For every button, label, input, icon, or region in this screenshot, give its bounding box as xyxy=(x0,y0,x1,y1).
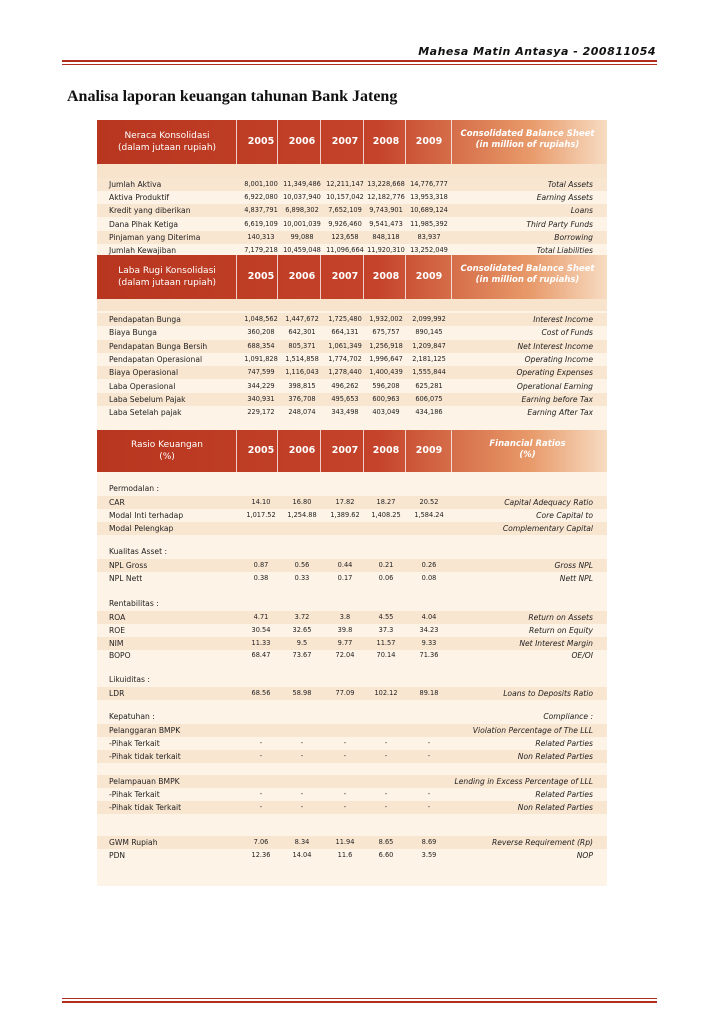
row-value: - xyxy=(259,802,263,811)
row-label: ROA xyxy=(109,613,126,622)
year-header: 2005 xyxy=(247,271,275,282)
row-value: 8.69 xyxy=(421,838,437,846)
row-label-en: Interest Income xyxy=(533,315,593,324)
row-value: 0.17 xyxy=(337,573,353,582)
row-value: 11,985,392 xyxy=(410,219,448,228)
row-value: - xyxy=(259,751,263,760)
row-value: 0.26 xyxy=(421,561,437,569)
row-value: - xyxy=(300,802,304,811)
row-label-en: Earning before Tax xyxy=(521,394,593,404)
section-title-id: Laba Rugi Konsolidasi (dalam jutaan rupiah) xyxy=(117,266,217,288)
row-value: 0.44 xyxy=(337,561,353,569)
year-header: 2007 xyxy=(331,136,359,147)
year-header: 2005 xyxy=(247,445,275,456)
row-value: - xyxy=(343,751,347,760)
row-value: 2,099,992 xyxy=(412,315,446,323)
row-value: 344,229 xyxy=(247,381,275,390)
row-label-en: Gross NPL xyxy=(554,561,593,570)
row-value: 0.33 xyxy=(294,573,310,582)
row-value: 6,619,109 xyxy=(244,219,278,228)
row-label-en: Loans xyxy=(570,206,593,216)
row-value: 596,208 xyxy=(372,381,400,390)
table-row xyxy=(97,737,607,750)
row-value: 8.65 xyxy=(378,838,394,846)
row-label: Biaya Bunga xyxy=(109,328,157,338)
row-value: 4.71 xyxy=(253,613,269,621)
row-value: 496,262 xyxy=(331,381,359,390)
row-value: 34.23 xyxy=(419,625,439,634)
group-heading xyxy=(97,710,607,724)
row-value: - xyxy=(384,751,388,760)
row-value: 7,652,109 xyxy=(328,206,362,215)
row-label: LDR xyxy=(109,689,125,698)
row-value: 11.57 xyxy=(376,638,396,647)
row-label: Laba Setelah pajak xyxy=(109,408,182,418)
row-value: 664,131 xyxy=(331,328,359,337)
row-label: GWM Rupiah xyxy=(109,838,158,847)
row-label-en: Lending in Excess Percentage of LLL xyxy=(454,777,593,787)
table-row xyxy=(97,762,607,775)
table-row xyxy=(97,750,607,763)
section-title-id: Rasio Keuangan (%) xyxy=(131,440,203,462)
row-value: 12.36 xyxy=(251,850,271,859)
financial-summary-sheet xyxy=(97,120,607,886)
row-label: Modal Inti terhadap xyxy=(109,510,184,520)
row-value: 32.65 xyxy=(292,625,312,634)
group-heading xyxy=(97,482,607,496)
row-label: Pendapatan Operasional xyxy=(109,354,203,364)
row-value: 12,211,147 xyxy=(326,180,364,188)
row-value: 8.34 xyxy=(294,838,310,846)
table-row xyxy=(97,687,607,700)
table-row xyxy=(97,496,607,509)
row-label: Kredit yang diberikan xyxy=(109,206,191,216)
row-label-en: Non Related Parties xyxy=(517,802,593,812)
row-label-en: Operational Earning xyxy=(516,381,593,391)
row-value: - xyxy=(343,790,347,798)
row-label-en: Borrowing xyxy=(554,232,593,242)
row-value: 0.56 xyxy=(294,561,310,569)
row-value: - xyxy=(343,738,347,747)
row-value: 4.55 xyxy=(378,613,394,621)
row-value: 340,931 xyxy=(247,394,275,403)
section-title-en: Financial Ratios (%) xyxy=(489,439,566,460)
row-label: Jumlah Aktiva xyxy=(109,180,162,189)
column-divider xyxy=(451,120,452,164)
row-value: 37.3 xyxy=(378,625,394,634)
year-header: 2007 xyxy=(331,271,359,282)
row-value: - xyxy=(300,751,304,760)
row-value: 11.6 xyxy=(337,850,353,859)
year-header: 2006 xyxy=(288,271,316,282)
section-header-labarugi xyxy=(97,255,607,299)
row-value: 1,209,847 xyxy=(412,341,446,350)
section-header-neraca xyxy=(97,120,607,164)
year-header: 2008 xyxy=(372,136,400,147)
section-gap xyxy=(97,164,607,178)
year-header: 2006 xyxy=(288,445,316,456)
row-value: 20.52 xyxy=(419,498,439,506)
footer-rule-thin xyxy=(62,998,657,999)
header-rule xyxy=(62,60,657,62)
row-value: - xyxy=(427,790,431,798)
row-label-en: Earning Assets xyxy=(536,193,593,203)
group-title: Rentabilitas : xyxy=(109,599,159,608)
table-row xyxy=(97,724,607,737)
year-header: 2005 xyxy=(247,136,275,147)
row-value: 10,001,039 xyxy=(283,219,321,228)
row-value: 642,301 xyxy=(288,328,316,337)
row-value: 10,157,042 xyxy=(326,193,364,202)
row-label: Laba Operasional xyxy=(109,381,176,391)
row-value: 1,408.25 xyxy=(371,510,401,519)
row-label-en: Related Parties xyxy=(535,738,593,748)
row-value: 9.5 xyxy=(296,638,308,647)
row-value: 1,254.88 xyxy=(287,510,317,519)
row-value: 0.38 xyxy=(253,573,269,582)
table-row xyxy=(97,509,607,522)
row-value: 1,514,858 xyxy=(285,354,319,363)
row-value: 747,599 xyxy=(247,368,275,377)
row-value: 123,658 xyxy=(331,232,359,241)
row-label: Pendapatan Bunga Bersih xyxy=(109,341,208,351)
row-value: 9,541,473 xyxy=(369,219,403,228)
row-label: -Pihak Terkait xyxy=(109,738,160,748)
column-divider xyxy=(451,430,452,472)
table-row xyxy=(97,572,607,585)
row-label-en: Cost of Funds xyxy=(541,328,593,338)
row-value: 625,281 xyxy=(415,381,443,390)
row-value: 14.10 xyxy=(251,498,271,506)
year-header: 2009 xyxy=(415,136,443,147)
row-value: 2,181,125 xyxy=(412,354,446,363)
table-row xyxy=(97,849,607,862)
row-value: - xyxy=(259,790,263,798)
table-row xyxy=(97,366,607,379)
row-value: - xyxy=(300,790,304,798)
row-value: 3.8 xyxy=(339,613,351,621)
row-label-en: Third Party Funds xyxy=(526,219,593,229)
table-row xyxy=(97,326,607,339)
row-label-en: Capital Adequacy Ratio xyxy=(504,498,593,507)
row-label-en: OE/OI xyxy=(571,651,593,661)
header-author: Mahesa Matin Antasya - 200811054 xyxy=(418,45,656,58)
year-header: 2009 xyxy=(415,271,443,282)
row-value: 17.82 xyxy=(335,498,355,506)
row-value: 39.8 xyxy=(337,625,353,634)
row-label-en: Core Capital to xyxy=(536,510,593,520)
group-title: Permodalan : xyxy=(109,484,160,493)
row-value: - xyxy=(259,738,263,747)
row-value: 1,447,672 xyxy=(285,315,319,323)
row-label-en: Operating Income xyxy=(524,354,593,364)
row-value: 71.36 xyxy=(419,651,439,660)
table-row xyxy=(97,522,607,535)
section-title-id: Neraca Konsolidasi (dalam jutaan rupiah) xyxy=(117,131,217,153)
row-value: 10,037,940 xyxy=(283,193,321,202)
row-value: 1,932,002 xyxy=(369,315,403,323)
row-value: - xyxy=(427,751,431,760)
column-divider xyxy=(236,430,237,472)
row-value: 7,179,218 xyxy=(244,246,278,254)
row-value: 1,996,647 xyxy=(369,354,403,363)
row-value: 4.04 xyxy=(421,613,437,621)
row-label: Biaya Operasional xyxy=(109,368,179,378)
row-label: PDN xyxy=(109,850,126,860)
row-value: 9.33 xyxy=(421,638,437,647)
row-value: 68.47 xyxy=(251,651,271,660)
row-value: 675,757 xyxy=(372,328,400,337)
row-value: 1,555,844 xyxy=(412,368,446,377)
row-value: - xyxy=(300,738,304,747)
row-value: 70.14 xyxy=(376,651,396,660)
row-value: 1,091,828 xyxy=(244,354,278,363)
row-label: Modal Pelengkap xyxy=(109,523,174,533)
row-value: 343,498 xyxy=(331,408,359,417)
table-row xyxy=(97,637,607,650)
table-row xyxy=(97,191,607,204)
row-value: 6,898,302 xyxy=(285,206,319,215)
row-value: 1,048,562 xyxy=(244,315,278,323)
row-value: 73.67 xyxy=(292,651,312,660)
row-value: 848,118 xyxy=(372,232,400,241)
table-row xyxy=(97,353,607,366)
row-value: 11.94 xyxy=(335,838,355,846)
row-value: 495,653 xyxy=(331,394,359,403)
row-label-en: Return on Equity xyxy=(529,625,593,635)
year-header: 2008 xyxy=(372,445,400,456)
row-value: 18.27 xyxy=(376,498,396,506)
group-title: Likuiditas : xyxy=(109,675,150,684)
table-row xyxy=(97,340,607,353)
row-value: 1,400,439 xyxy=(369,368,403,377)
row-label-en: Reverse Requirement (Rp) xyxy=(491,838,593,847)
row-value: 398,815 xyxy=(288,381,316,390)
column-divider xyxy=(236,120,237,164)
row-value: 1,256,918 xyxy=(369,341,403,350)
row-value: 0.06 xyxy=(378,573,394,582)
row-label-en: Operating Expenses xyxy=(516,368,593,378)
footer-rule xyxy=(62,1001,657,1003)
row-value: 11,096,664 xyxy=(326,246,364,254)
year-header: 2006 xyxy=(288,136,316,147)
row-value: 140,313 xyxy=(247,232,275,241)
row-label: Pendapatan Bunga xyxy=(109,315,181,324)
row-value: 434,186 xyxy=(415,408,443,417)
group-heading xyxy=(97,597,607,611)
row-value: 403,049 xyxy=(372,408,400,417)
row-value: - xyxy=(384,790,388,798)
row-value: 7.06 xyxy=(253,838,269,846)
row-label-en: Return on Assets xyxy=(528,613,593,622)
row-value: 805,371 xyxy=(288,341,316,350)
row-value: 16.80 xyxy=(292,498,312,506)
row-value: 1,278,440 xyxy=(328,368,362,377)
section-title-en: Consolidated Balance Sheet (in million of rupiahs) xyxy=(460,264,595,285)
row-label: -Pihak tidak Terkait xyxy=(109,802,182,812)
row-value: 4,837,791 xyxy=(244,206,278,215)
row-label: NPL Gross xyxy=(109,561,148,570)
row-value: 0.08 xyxy=(421,573,437,582)
row-label: Jumlah Kewajiban xyxy=(109,246,177,255)
row-value: 13,953,318 xyxy=(410,193,448,202)
table-row xyxy=(97,313,607,326)
row-label: Aktiva Produktif xyxy=(109,193,170,203)
table-row xyxy=(97,775,607,788)
row-value: 360,208 xyxy=(247,328,275,337)
row-value: 1,116,043 xyxy=(285,368,319,377)
table-row xyxy=(97,380,607,393)
row-value: 30.54 xyxy=(251,625,271,634)
row-value: - xyxy=(384,802,388,811)
header-rule-thin xyxy=(62,64,657,65)
group-heading xyxy=(97,545,607,559)
row-value: 58.98 xyxy=(292,689,312,697)
row-label: NPL Nett xyxy=(109,573,143,583)
year-header: 2008 xyxy=(372,271,400,282)
row-value: 102.12 xyxy=(374,689,398,697)
row-value: - xyxy=(343,802,347,811)
row-value: 68.56 xyxy=(251,689,271,697)
section-header-rasio xyxy=(97,430,607,472)
row-label-en: Net Interest Income xyxy=(517,341,593,351)
table-row xyxy=(97,231,607,244)
section-gap xyxy=(97,299,607,311)
row-label-en: Violation Percentage of The LLL xyxy=(472,726,593,735)
row-value: 13,252,049 xyxy=(410,246,448,254)
row-value: 9.77 xyxy=(337,638,353,647)
row-value: 9,743,901 xyxy=(369,206,403,215)
group-title: Kualitas Asset : xyxy=(109,547,168,556)
row-label-en: Net Interest Margin xyxy=(519,638,593,648)
row-label: CAR xyxy=(109,498,125,507)
row-label-en: Earning After Tax xyxy=(527,408,593,418)
row-label: BOPO xyxy=(109,651,131,661)
row-value: 11,349,486 xyxy=(283,180,321,188)
row-value: - xyxy=(427,802,431,811)
table-row xyxy=(97,218,607,231)
row-value: - xyxy=(384,738,388,747)
table-row xyxy=(97,204,607,217)
row-value: 3.59 xyxy=(421,850,437,859)
row-value: 9,926,460 xyxy=(328,219,362,228)
row-value: 8,001,100 xyxy=(244,180,278,188)
row-value: 248,074 xyxy=(288,408,316,417)
row-label: ROE xyxy=(109,625,126,635)
row-label-en: Nett NPL xyxy=(559,573,593,583)
row-value: 72.04 xyxy=(335,651,355,660)
year-header: 2007 xyxy=(331,445,359,456)
row-value: 10,459,048 xyxy=(283,246,321,254)
row-value: 77.09 xyxy=(335,689,355,697)
row-label: -Pihak tidak terkait xyxy=(109,751,181,761)
row-label-en: NOP xyxy=(576,850,593,860)
row-value: 89.18 xyxy=(419,689,439,697)
year-header: 2009 xyxy=(415,445,443,456)
row-value: 688,354 xyxy=(247,341,275,350)
table-row xyxy=(97,178,607,191)
row-label-en: Loans to Deposits Ratio xyxy=(503,689,593,698)
row-value: 0.87 xyxy=(253,561,269,569)
column-divider xyxy=(236,255,237,299)
row-value: 10,689,124 xyxy=(410,206,448,215)
column-divider xyxy=(451,255,452,299)
row-value: 83,937 xyxy=(417,232,441,241)
row-label-en: Non Related Parties xyxy=(517,751,593,761)
table-row xyxy=(97,406,607,419)
row-value: 6,922,080 xyxy=(244,193,278,202)
row-value: 376,708 xyxy=(288,394,316,403)
page-title: Analisa laporan keuangan tahunan Bank Jateng xyxy=(67,88,398,105)
row-value: 1,061,349 xyxy=(328,341,362,350)
row-label: -Pihak Terkait xyxy=(109,790,160,799)
row-value: 229,172 xyxy=(247,408,275,417)
row-label: Pelampauan BMPK xyxy=(109,777,180,787)
row-value: 1,389.62 xyxy=(330,510,360,519)
table-row xyxy=(97,393,607,406)
row-label: Dana Pihak Ketiga xyxy=(109,219,179,229)
row-label-en: Total Assets xyxy=(547,180,593,189)
row-label: Laba Sebelum Pajak xyxy=(109,394,186,404)
row-value: - xyxy=(427,738,431,747)
table-row xyxy=(97,559,607,572)
table-row xyxy=(97,788,607,801)
row-value: 606,075 xyxy=(415,394,443,403)
row-value: 14.04 xyxy=(292,850,312,859)
table-row xyxy=(97,624,607,637)
row-value: 1,584.24 xyxy=(414,510,444,519)
row-label-en: Complementary Capital xyxy=(502,523,593,533)
table-row xyxy=(97,836,607,849)
group-title: Kepatuhan : xyxy=(109,712,155,721)
row-value: 0.21 xyxy=(378,561,394,569)
row-value: 1,725,480 xyxy=(328,315,362,323)
row-label: Pinjaman yang Diterima xyxy=(109,232,201,242)
row-value: 1,774,702 xyxy=(328,354,362,363)
row-value: 11,920,310 xyxy=(367,246,405,254)
group-heading xyxy=(97,673,607,687)
row-value: 6.60 xyxy=(378,850,394,859)
row-value: 1,017.52 xyxy=(246,510,276,519)
row-value: 12,182,776 xyxy=(367,193,405,202)
section-title-en: Consolidated Balance Sheet (in million of rupiahs) xyxy=(460,129,595,150)
group-title-en: Compliance : xyxy=(543,712,593,721)
table-row xyxy=(97,611,607,624)
row-value: 11.33 xyxy=(251,638,271,647)
row-value: 890,145 xyxy=(415,328,443,337)
table-row xyxy=(97,801,607,814)
row-value: 600,963 xyxy=(372,394,400,403)
row-value: 99,088 xyxy=(290,232,314,241)
row-label-en: Total Liabilities xyxy=(536,246,593,255)
row-label: NIM xyxy=(109,638,124,648)
row-value: 3.72 xyxy=(294,613,310,621)
row-label-en: Related Parties xyxy=(535,790,593,799)
row-label: Pelanggaran BMPK xyxy=(109,726,181,735)
table-row xyxy=(97,649,607,662)
row-value: 13,228,668 xyxy=(367,180,405,188)
row-value: 14,776,777 xyxy=(410,180,448,188)
